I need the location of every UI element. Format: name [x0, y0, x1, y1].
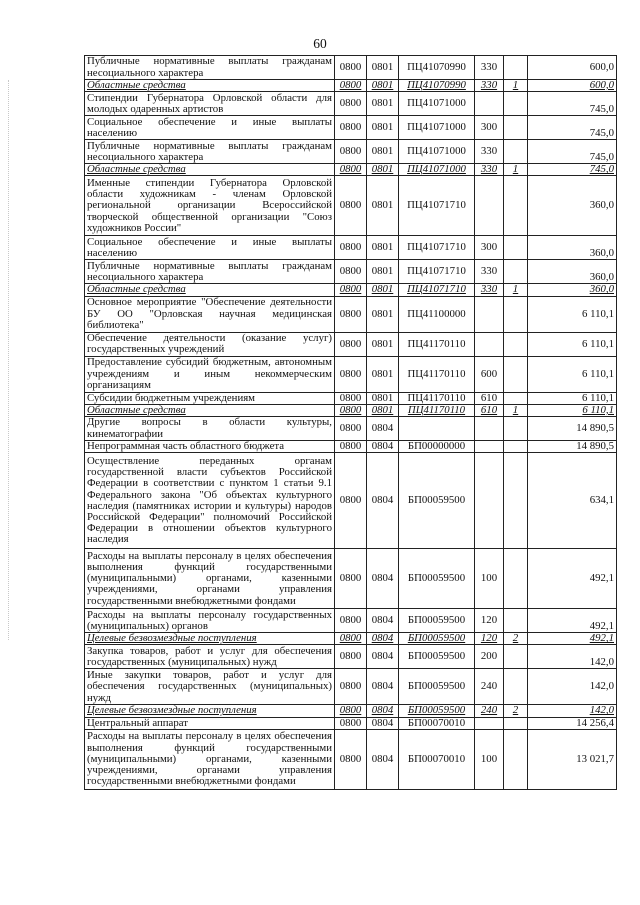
item-description: Субсидии бюджетным учреждениям — [85, 392, 335, 404]
section-code: 0800 — [335, 356, 367, 392]
table-row — [85, 260, 617, 284]
table-row — [85, 669, 617, 705]
funding-source-code — [504, 645, 528, 669]
expense-type-code — [475, 296, 504, 332]
expense-type-code — [475, 441, 504, 453]
amount: 6 110,1 — [528, 332, 617, 356]
funding-source-code: 2 — [504, 705, 528, 717]
item-description: Публичные нормативные выплаты гражданам несоциального характера — [85, 56, 335, 80]
table-row — [85, 549, 617, 609]
section-code: 0800 — [335, 453, 367, 549]
funding-source-code — [504, 609, 528, 633]
amount: 600,0 — [528, 80, 617, 92]
subsection-code: 0801 — [367, 284, 399, 296]
subsection-code: 0801 — [367, 116, 399, 140]
item-description: Непрограммная часть областного бюджета — [85, 441, 335, 453]
table-row — [85, 705, 617, 717]
amount: 13 021,7 — [528, 729, 617, 789]
subsection-code: 0801 — [367, 260, 399, 284]
expense-type-code: 610 — [475, 392, 504, 404]
expense-type-code: 300 — [475, 236, 504, 260]
funding-source-code — [504, 717, 528, 729]
expense-type-code — [475, 417, 504, 441]
amount: 360,0 — [528, 284, 617, 296]
item-description: Обеспечение деятельности (оказание услуг) государственных учреждений — [85, 332, 335, 356]
item-description: Основное мероприятие "Обеспечение деятельности БУ ОО "Орловская научная медицинская библиотека" — [85, 296, 335, 332]
table-row — [85, 392, 617, 404]
item-description: Расходы на выплаты персоналу в целях обеспечения выполнения функций государственными (муниципальными) органами, казенными учреждениями, органами управления государственными внебюджетными фондами — [85, 729, 335, 789]
funding-source-code: 1 — [504, 284, 528, 296]
target-article-code: ПЦ41170110 — [399, 356, 475, 392]
funding-source-code — [504, 441, 528, 453]
subsection-code: 0801 — [367, 92, 399, 116]
expense-type-code: 240 — [475, 669, 504, 705]
table-row — [85, 356, 617, 392]
item-description: Закупка товаров, работ и услуг для обеспечения государственных (муниципальных) нужд — [85, 645, 335, 669]
table-row — [85, 236, 617, 260]
subsection-code: 0804 — [367, 705, 399, 717]
subsection-code: 0804 — [367, 717, 399, 729]
funding-source-code — [504, 296, 528, 332]
subsection-code: 0801 — [367, 176, 399, 236]
funding-source-code — [504, 417, 528, 441]
section-code: 0800 — [335, 284, 367, 296]
expense-type-code: 100 — [475, 729, 504, 789]
target-article-code: ПЦ41071000 — [399, 164, 475, 176]
subsection-code: 0804 — [367, 417, 399, 441]
funding-source-code — [504, 140, 528, 164]
amount: 142,0 — [528, 645, 617, 669]
amount: 142,0 — [528, 669, 617, 705]
section-code: 0800 — [335, 392, 367, 404]
amount: 745,0 — [528, 164, 617, 176]
item-description: Целевые безвозмездные поступления — [85, 633, 335, 645]
funding-source-code — [504, 116, 528, 140]
funding-source-code — [504, 669, 528, 705]
amount: 14 256,4 — [528, 717, 617, 729]
amount: 745,0 — [528, 116, 617, 140]
section-code: 0800 — [335, 645, 367, 669]
target-article-code: ПЦ41170110 — [399, 332, 475, 356]
section-code: 0800 — [335, 80, 367, 92]
section-code: 0800 — [335, 236, 367, 260]
funding-source-code — [504, 236, 528, 260]
table-row — [85, 417, 617, 441]
funding-source-code: 2 — [504, 633, 528, 645]
target-article-code: ПЦ41071000 — [399, 140, 475, 164]
amount: 6 110,1 — [528, 296, 617, 332]
subsection-code: 0801 — [367, 236, 399, 260]
amount: 492,1 — [528, 633, 617, 645]
item-description: Центральный аппарат — [85, 717, 335, 729]
funding-source-code — [504, 260, 528, 284]
amount: 360,0 — [528, 236, 617, 260]
amount: 745,0 — [528, 92, 617, 116]
target-article-code: БП00059500 — [399, 645, 475, 669]
item-description: Публичные нормативные выплаты гражданам несоциального характера — [85, 140, 335, 164]
target-article-code: БП00070010 — [399, 717, 475, 729]
item-description: Областные средства — [85, 404, 335, 416]
table-row — [85, 609, 617, 633]
table-row — [85, 645, 617, 669]
subsection-code: 0801 — [367, 164, 399, 176]
expense-type-code: 610 — [475, 404, 504, 416]
amount: 6 110,1 — [528, 392, 617, 404]
target-article-code: БП00059500 — [399, 669, 475, 705]
item-description: Расходы на выплаты персоналу государственных (муниципальных) органов — [85, 609, 335, 633]
target-article-code: БП00059500 — [399, 453, 475, 549]
section-code: 0800 — [335, 729, 367, 789]
subsection-code: 0801 — [367, 332, 399, 356]
funding-source-code: 1 — [504, 164, 528, 176]
target-article-code: ПЦ41071710 — [399, 236, 475, 260]
target-article-code: БП00059500 — [399, 633, 475, 645]
subsection-code: 0801 — [367, 140, 399, 164]
funding-source-code — [504, 549, 528, 609]
table-row — [85, 633, 617, 645]
target-article-code: ПЦ41071710 — [399, 284, 475, 296]
expense-type-code — [475, 717, 504, 729]
table-row — [85, 80, 617, 92]
item-description: Областные средства — [85, 80, 335, 92]
expense-type-code — [475, 332, 504, 356]
section-code: 0800 — [335, 441, 367, 453]
expense-type-code — [475, 176, 504, 236]
item-description: Целевые безвозмездные поступления — [85, 705, 335, 717]
subsection-code: 0801 — [367, 404, 399, 416]
target-article-code: ПЦ41100000 — [399, 296, 475, 332]
amount: 14 890,5 — [528, 417, 617, 441]
table-row — [85, 717, 617, 729]
subsection-code: 0804 — [367, 633, 399, 645]
expense-type-code: 330 — [475, 80, 504, 92]
funding-source-code — [504, 392, 528, 404]
target-article-code: ПЦ41071000 — [399, 92, 475, 116]
amount: 360,0 — [528, 260, 617, 284]
target-article-code: ПЦ41170110 — [399, 404, 475, 416]
table-row — [85, 729, 617, 789]
target-article-code: ПЦ41070990 — [399, 80, 475, 92]
section-code: 0800 — [335, 332, 367, 356]
funding-source-code — [504, 332, 528, 356]
expense-type-code: 300 — [475, 116, 504, 140]
expense-type-code: 120 — [475, 633, 504, 645]
item-description: Областные средства — [85, 164, 335, 176]
expense-type-code: 330 — [475, 284, 504, 296]
expense-type-code: 100 — [475, 549, 504, 609]
item-description: Социальное обеспечение и иные выплаты населению — [85, 236, 335, 260]
table-row — [85, 332, 617, 356]
section-code: 0800 — [335, 164, 367, 176]
expense-type-code: 330 — [475, 260, 504, 284]
table-row — [85, 284, 617, 296]
expense-type-code: 240 — [475, 705, 504, 717]
funding-source-code — [504, 56, 528, 80]
item-description: Публичные нормативные выплаты гражданам несоциального характера — [85, 260, 335, 284]
target-article-code: БП00070010 — [399, 729, 475, 789]
target-article-code: ПЦ41071710 — [399, 176, 475, 236]
subsection-code: 0801 — [367, 356, 399, 392]
funding-source-code — [504, 176, 528, 236]
table-row — [85, 453, 617, 549]
expense-type-code — [475, 92, 504, 116]
section-code: 0800 — [335, 717, 367, 729]
funding-source-code — [504, 453, 528, 549]
subsection-code: 0804 — [367, 609, 399, 633]
table-row — [85, 56, 617, 80]
subsection-code: 0801 — [367, 80, 399, 92]
section-code: 0800 — [335, 176, 367, 236]
item-description: Другие вопросы в области культуры, кинематографии — [85, 417, 335, 441]
target-article-code: ПЦ41071710 — [399, 260, 475, 284]
table-row — [85, 176, 617, 236]
section-code: 0800 — [335, 404, 367, 416]
subsection-code: 0801 — [367, 296, 399, 332]
table-row — [85, 116, 617, 140]
section-code: 0800 — [335, 296, 367, 332]
amount: 6 110,1 — [528, 404, 617, 416]
table-row — [85, 164, 617, 176]
item-description: Осуществление переданных органам государственной власти субъектов Российской Федерации в соответствии с пунктом 1 статьи 9.1 Федерального закона "Об объектах культурного наследия (памятниках истории и культуры) народов Российской Федерации" полномочий Российской Федерации в отношении объектов культурного наследия — [85, 453, 335, 549]
scan-margin-line — [8, 80, 9, 640]
funding-source-code: 1 — [504, 404, 528, 416]
funding-source-code: 1 — [504, 80, 528, 92]
target-article-code: БП00059500 — [399, 609, 475, 633]
subsection-code: 0804 — [367, 441, 399, 453]
amount: 745,0 — [528, 140, 617, 164]
item-description: Областные средства — [85, 284, 335, 296]
amount: 600,0 — [528, 56, 617, 80]
section-code: 0800 — [335, 56, 367, 80]
section-code: 0800 — [335, 633, 367, 645]
section-code: 0800 — [335, 140, 367, 164]
target-article-code: ПЦ41170110 — [399, 392, 475, 404]
item-description: Социальное обеспечение и иные выплаты населению — [85, 116, 335, 140]
subsection-code: 0804 — [367, 645, 399, 669]
amount: 142,0 — [528, 705, 617, 717]
section-code: 0800 — [335, 116, 367, 140]
section-code: 0800 — [335, 417, 367, 441]
amount: 6 110,1 — [528, 356, 617, 392]
section-code: 0800 — [335, 549, 367, 609]
amount: 634,1 — [528, 453, 617, 549]
subsection-code: 0804 — [367, 729, 399, 789]
target-article-code: БП00059500 — [399, 549, 475, 609]
amount: 360,0 — [528, 176, 617, 236]
section-code: 0800 — [335, 260, 367, 284]
funding-source-code — [504, 356, 528, 392]
page-number: 60 — [313, 36, 327, 51]
section-code: 0800 — [335, 609, 367, 633]
target-article-code: БП00059500 — [399, 705, 475, 717]
expense-type-code: 330 — [475, 56, 504, 80]
table-row — [85, 296, 617, 332]
expense-type-code: 600 — [475, 356, 504, 392]
section-code: 0800 — [335, 669, 367, 705]
section-code: 0800 — [335, 92, 367, 116]
item-description: Именные стипендии Губернатора Орловской области художникам - членам Орловской региональной организации Всероссийской творческой общественной организации "Союз художников России" — [85, 176, 335, 236]
funding-source-code — [504, 92, 528, 116]
expense-type-code: 330 — [475, 164, 504, 176]
expense-type-code: 200 — [475, 645, 504, 669]
amount: 492,1 — [528, 549, 617, 609]
item-description: Стипендии Губернатора Орловской области для молодых одаренных артистов — [85, 92, 335, 116]
table-row — [85, 441, 617, 453]
amount: 14 890,5 — [528, 441, 617, 453]
amount: 492,1 — [528, 609, 617, 633]
budget-table — [84, 55, 617, 790]
subsection-code: 0801 — [367, 392, 399, 404]
budget-table-body — [85, 56, 617, 790]
subsection-code: 0801 — [367, 56, 399, 80]
target-article-code: ПЦ41071000 — [399, 116, 475, 140]
target-article-code — [399, 417, 475, 441]
expense-type-code — [475, 453, 504, 549]
section-code: 0800 — [335, 705, 367, 717]
table-row — [85, 92, 617, 116]
funding-source-code — [504, 729, 528, 789]
item-description: Предоставление субсидий бюджетным, автономным учреждениям и иным некоммерческим организациям — [85, 356, 335, 392]
expense-type-code: 120 — [475, 609, 504, 633]
subsection-code: 0804 — [367, 669, 399, 705]
item-description: Иные закупки товаров, работ и услуг для обеспечения государственных (муниципальных) нужд — [85, 669, 335, 705]
item-description: Расходы на выплаты персоналу в целях обеспечения выполнения функций государственными (муниципальными) органами, казенными учреждениями, органами управления государственными внебюджетными фондами — [85, 549, 335, 609]
subsection-code: 0804 — [367, 549, 399, 609]
table-row — [85, 404, 617, 416]
target-article-code: ПЦ41070990 — [399, 56, 475, 80]
expense-type-code: 330 — [475, 140, 504, 164]
table-row — [85, 140, 617, 164]
target-article-code: БП00000000 — [399, 441, 475, 453]
subsection-code: 0804 — [367, 453, 399, 549]
